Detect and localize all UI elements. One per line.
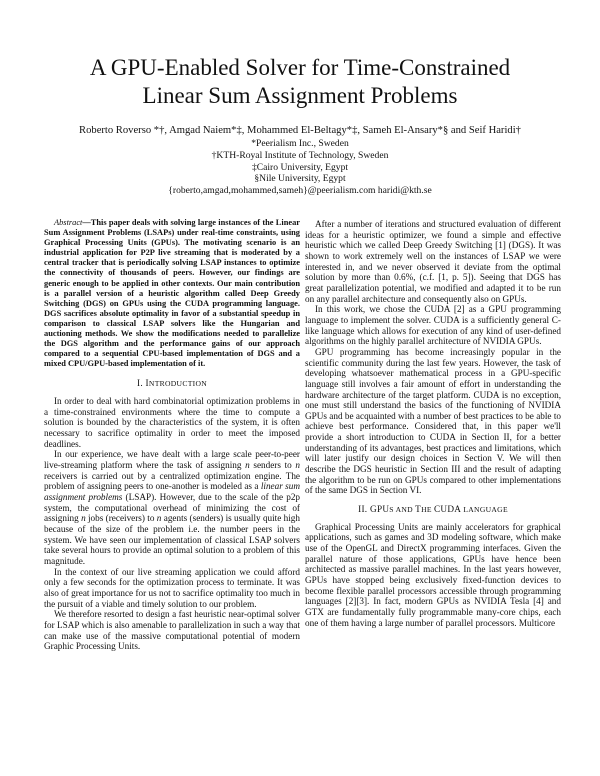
intro-paragraph-1: In order to deal with hard combinatorial optimization problems in a time-constrained environments where the time to compute a solution is bounded by the characteristics of the system, it is often necessary to sacrifice optimality in order to meet the imposed deadlines. [44, 396, 300, 449]
intro-p2-part-g: agents (senders) is usually quite high because of the size of the problem i.e. the number peers in the system. We have seen our implementation of classical LSAP solvers take several hours to provide an optimal solution to a problem of this magnitude. [44, 513, 300, 566]
math-n: n [156, 513, 162, 524]
paper-title [40, 54, 560, 110]
abstract-text: —This paper deals with solving large instances of the Linear Sum Assignment Problems (LSAPs) under real-time constraints, using Graphical Processing Units (GPUs). The motivating scenario is an industrial application for P2P live streaming that is moderated by a central tracker that is periodically solving LSAP instances to optimize the connectivity of thousands of peers. However, our findings are generic enough to be applied in other contexts. Our main contribution is a parallel version of a heuristic algorithm called Deep Greedy Switching (DGS) on GPUs using the CUDA programming language. DGS sacrifices absolute optimality in favor of a substantial speedup in comparison to classical LSAP solvers like the Hungarian and auctioning methods. We show the modifications needed to parallelize the DGS algorithm and the performance gains of our approach compared to a sequential CPU-based implementation of DGS and a mixed CPU/GPU-based implementation of it. [44, 218, 300, 369]
section-2-he: HE [421, 505, 434, 515]
right-paragraph-2: In this work, we chose the CUDA [2] as a GPU programming language to implement the solver. CUDA is a sufficiently general C-like language which allows for execution of any kind of user-defined algorithms on the highly parallel architecture of NVIDIA GPUs. [305, 304, 561, 347]
section-2-language: LANGUAGE [463, 505, 508, 515]
right-paragraph-1: After a number of iterations and structured evaluation of different ideas for a heuristic optimizer, we found a simple and effective heuristic which we called Deep Greedy Switching [1] (DGS). It was shown to work extremely well on the instances of LSAP we were interested in, and we never observed it deviate from the optimal solution by more than 0.6%, (c.f. [1, p. 5]). Seeing that DGS has great parallelization potential, we modified and adapted it to be run on any parallel architecture and consequently also on GPUs. [305, 219, 561, 304]
section-2-cuda: CUDA [434, 504, 464, 515]
section-2-number: II. [358, 504, 368, 515]
abstract [44, 218, 300, 369]
affiliation-2: †KTH-Royal Institute of Technology, Sweden [211, 149, 389, 161]
section-1-number: I. [136, 378, 143, 389]
title-line-2: Linear Sum Assignment Problems [142, 83, 458, 108]
section-1-rest: NTRODUCTION [148, 379, 208, 389]
affiliation-4: §Nile University, Egypt [254, 173, 346, 185]
affiliation-1: *Peerialism Inc., Sweden [251, 138, 349, 149]
intro-p2-part-a: In our experience, we have dealt with a large scale peer-to-peer live-streaming platform where the task of assigning [44, 449, 300, 470]
intro-p2-part-c: receivers is carried out by a centralized optimization engine. The problem of assigning peers to one-another is modeled as a [44, 470, 300, 492]
section-heading-gpus-cuda [305, 504, 561, 516]
section-1-first: I [145, 378, 149, 389]
section-2-s-and: S AND [389, 505, 416, 515]
section-2-t: T [415, 504, 422, 515]
intro-paragraph-2 [44, 449, 300, 566]
right-paragraph-4: Graphical Processing Units are mainly accelerators for graphical applications, such as games and 3D modeling software, which make use of the OpenGL and DirectX programming interfaces. Given the parallel nature of those applications, GPUs have hence been architected as massive parallel machines. In the last years however, GPUs have stopped being exclusively fixed-function devices to become flexible parallel processors accessible through programming languages [2][3]. In fact, modern GPUs as NVIDIA Tesla [4] and GTX are fundamentally fully programmable many-core chips, each one of them having a large number of parallel processors. Multicore [305, 521, 561, 628]
title-line-1: A GPU-Enabled Solver for Time-Constrained [89, 55, 511, 80]
intro-paragraph-4: We therefore resorted to design a fast heuristic near-optimal solver for LSAP which is also amenable to parallelization in such a way that can make use of the massive computational potential of modern Graphic Processing Units. [44, 609, 300, 652]
abstract-lead: Abstract [54, 218, 83, 227]
section-heading-introduction [44, 378, 300, 390]
lsap-term: linear sum assignment problems [44, 481, 300, 502]
section-2-gpu: GPU [370, 504, 390, 515]
right-column [305, 219, 561, 628]
right-paragraph-3: GPU programming has become increasingly popular in the scientific community during the last few years. However, the task of developing whatsoever mathematical process in a GPU-specific language still involves a fair amount of effort in understanding the hardware architecture of the target platform. CUDA is no exception, one must still understand the basics of the functioning of NVIDIA GPUs and be acquainted with a number of best practices to be able to achieve best performance. Considered that, in this paper we'll provide a short introduction to CUDA in Section II, for a better understanding of its advantages, best practices and limitations, which will later justify our design choices in Section V. We will then describe the DGS heuristic in Section III and the result of adapting the algorithm to be run on GPUs compared to other implementations of the same DGS in Section VI. [305, 346, 561, 496]
intro-paragraph-3: In the context of our live streaming application we could afford only a few seconds for the optimization process to terminate. It was also of great importance for us not to sacrifice optimality too much in the pursuit of a viable and timely solution to our problem. [44, 566, 300, 609]
author-block [60, 124, 540, 197]
intro-p2-part-e: (LSAP). However, due to the scale of the p2p system, the computational overhead of minimizing the cost of assigning [44, 491, 301, 524]
intro-p2-part-f: jobs (receivers) to [85, 513, 157, 524]
author-list: Roberto Roverso *†, Amgad Naiem*‡, Mohammed El-Beltagy*‡, Sameh El-Ansary*§ and Seif Haridi† [79, 125, 521, 136]
math-n: n [245, 460, 250, 470]
math-n: n [81, 513, 86, 524]
affiliation-3: ‡Cairo University, Egypt [251, 161, 349, 173]
math-n: n [295, 460, 300, 470]
author-emails: {roberto,amgad,mohammed,sameh}@peerialism.com haridi@kth.se [168, 185, 432, 197]
left-column [44, 218, 300, 652]
intro-p2-part-b: senders to [249, 460, 296, 470]
